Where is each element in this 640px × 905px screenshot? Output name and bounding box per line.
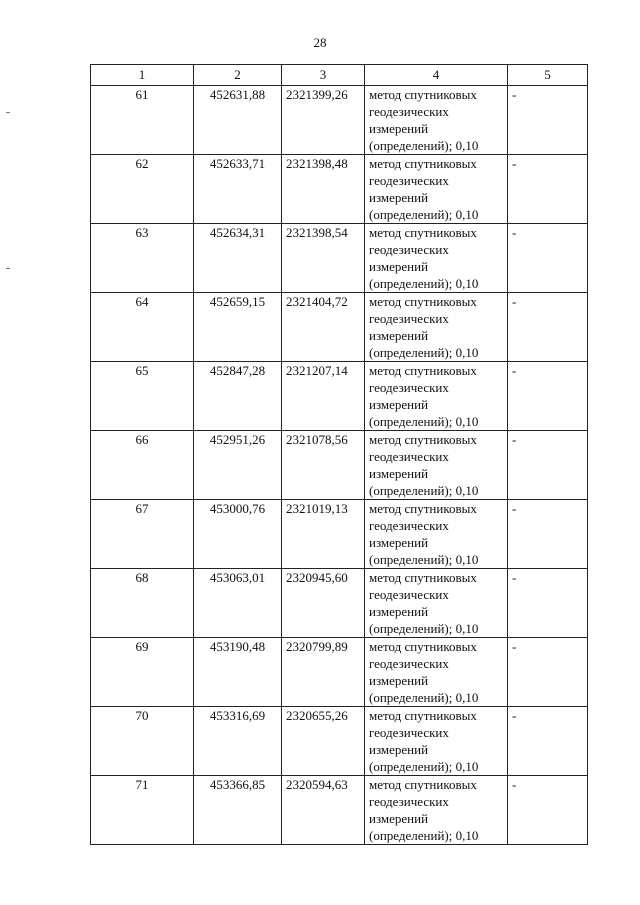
x-coordinate-cell: 452847,28 bbox=[194, 362, 282, 431]
method-cell: метод спутниковых геодезических измерений (определений); 0,10 bbox=[365, 638, 508, 707]
note-cell: - bbox=[508, 569, 588, 638]
x-coordinate-cell: 453190,48 bbox=[194, 638, 282, 707]
table-row bbox=[91, 569, 588, 638]
y-coordinate-cell: 2321399,26 bbox=[282, 86, 365, 155]
header-row bbox=[91, 65, 588, 86]
table-row bbox=[91, 86, 588, 155]
header-cell-5: 5 bbox=[508, 65, 588, 86]
point-number-cell: 63 bbox=[91, 224, 194, 293]
table-header bbox=[91, 65, 588, 86]
method-cell: метод спутниковых геодезических измерений (определений); 0,10 bbox=[365, 86, 508, 155]
table-row bbox=[91, 500, 588, 569]
y-coordinate-cell: 2321207,14 bbox=[282, 362, 365, 431]
note-cell: - bbox=[508, 155, 588, 224]
y-coordinate-cell: 2321404,72 bbox=[282, 293, 365, 362]
x-coordinate-cell: 452634,31 bbox=[194, 224, 282, 293]
note-cell: - bbox=[508, 431, 588, 500]
y-coordinate-cell: 2321019,13 bbox=[282, 500, 365, 569]
scan-mark bbox=[6, 268, 10, 269]
x-coordinate-cell: 453000,76 bbox=[194, 500, 282, 569]
x-coordinate-cell: 453316,69 bbox=[194, 707, 282, 776]
y-coordinate-cell: 2320799,89 bbox=[282, 638, 365, 707]
x-coordinate-cell: 452951,26 bbox=[194, 431, 282, 500]
y-coordinate-cell: 2320655,26 bbox=[282, 707, 365, 776]
table-row bbox=[91, 776, 588, 845]
table-row bbox=[91, 293, 588, 362]
method-cell: метод спутниковых геодезических измерений (определений); 0,10 bbox=[365, 707, 508, 776]
header-cell-1: 1 bbox=[91, 65, 194, 86]
y-coordinate-cell: 2320945,60 bbox=[282, 569, 365, 638]
method-cell: метод спутниковых геодезических измерений (определений); 0,10 bbox=[365, 155, 508, 224]
y-coordinate-cell: 2321078,56 bbox=[282, 431, 365, 500]
header-cell-3: 3 bbox=[282, 65, 365, 86]
y-coordinate-cell: 2320594,63 bbox=[282, 776, 365, 845]
point-number-cell: 62 bbox=[91, 155, 194, 224]
method-cell: метод спутниковых геодезических измерений (определений); 0,10 bbox=[365, 293, 508, 362]
note-cell: - bbox=[508, 707, 588, 776]
method-cell: метод спутниковых геодезических измерений (определений); 0,10 bbox=[365, 362, 508, 431]
note-cell: - bbox=[508, 86, 588, 155]
method-cell: метод спутниковых геодезических измерений (определений); 0,10 bbox=[365, 776, 508, 845]
x-coordinate-cell: 452659,15 bbox=[194, 293, 282, 362]
table-body bbox=[91, 86, 588, 845]
point-number-cell: 64 bbox=[91, 293, 194, 362]
note-cell: - bbox=[508, 362, 588, 431]
point-number-cell: 68 bbox=[91, 569, 194, 638]
note-cell: - bbox=[508, 500, 588, 569]
point-number-cell: 69 bbox=[91, 638, 194, 707]
point-number-cell: 66 bbox=[91, 431, 194, 500]
x-coordinate-cell: 453366,85 bbox=[194, 776, 282, 845]
note-cell: - bbox=[508, 224, 588, 293]
point-number-cell: 61 bbox=[91, 86, 194, 155]
point-number-cell: 71 bbox=[91, 776, 194, 845]
point-number-cell: 67 bbox=[91, 500, 194, 569]
method-cell: метод спутниковых геодезических измерений (определений); 0,10 bbox=[365, 431, 508, 500]
x-coordinate-cell: 453063,01 bbox=[194, 569, 282, 638]
table-row bbox=[91, 707, 588, 776]
header-cell-2: 2 bbox=[194, 65, 282, 86]
method-cell: метод спутниковых геодезических измерений (определений); 0,10 bbox=[365, 224, 508, 293]
table-row bbox=[91, 224, 588, 293]
note-cell: - bbox=[508, 638, 588, 707]
header-cell-4: 4 bbox=[365, 65, 508, 86]
x-coordinate-cell: 452633,71 bbox=[194, 155, 282, 224]
y-coordinate-cell: 2321398,54 bbox=[282, 224, 365, 293]
table-row bbox=[91, 638, 588, 707]
table-row bbox=[91, 155, 588, 224]
method-cell: метод спутниковых геодезических измерений (определений); 0,10 bbox=[365, 500, 508, 569]
note-cell: - bbox=[508, 776, 588, 845]
page-number: 28 bbox=[313, 35, 327, 50]
table-row bbox=[91, 362, 588, 431]
y-coordinate-cell: 2321398,48 bbox=[282, 155, 365, 224]
table-row bbox=[91, 431, 588, 500]
point-number-cell: 70 bbox=[91, 707, 194, 776]
x-coordinate-cell: 452631,88 bbox=[194, 86, 282, 155]
point-number-cell: 65 bbox=[91, 362, 194, 431]
scan-mark bbox=[6, 112, 10, 113]
method-cell: метод спутниковых геодезических измерений (определений); 0,10 bbox=[365, 569, 508, 638]
coordinates-table bbox=[90, 64, 588, 845]
note-cell: - bbox=[508, 293, 588, 362]
